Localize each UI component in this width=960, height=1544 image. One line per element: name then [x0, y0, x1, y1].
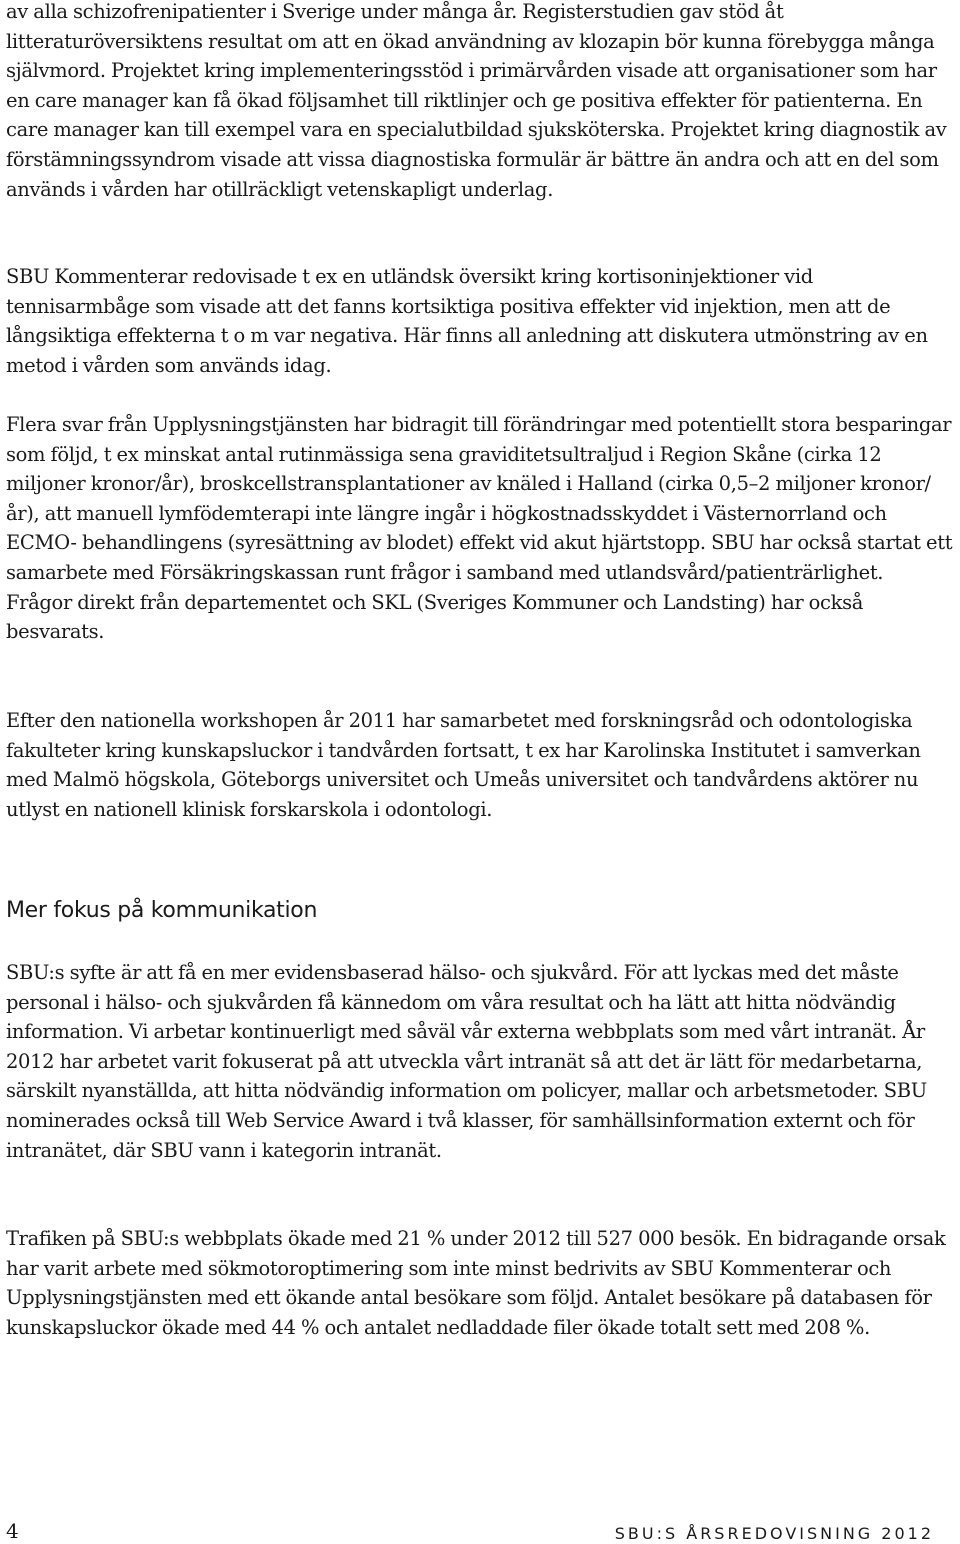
paragraph-sbu-kommenterar: SBU Kommenterar redovisade t ex en utländsk översikt kring kortisoninjektioner vid tennisarmbåge som visade att det fanns kortsiktiga positiva effekter vid injektion, men att de långsiktiga effekterna t o m var negativa. Här finns all anledning att diskutera utmönstring av en metod i vården som används idag. — [6, 265, 928, 377]
section-heading: Mer fokus på kommunikation — [6, 898, 318, 923]
paragraph-workshop: Efter den nationella workshopen år 2011 har samarbetet med forskningsråd och odontologiska fakulteter kring kunskapsluckor i tandvården fortsatt, t ex har Karolinska Institutet i samverkan med Malmö högskola, Göteborgs universitet och Umeås universitet och tandvårdens aktörer nu utlyst en nationell klinisk forskarskola i odontologi. — [6, 709, 921, 821]
paragraph-webbtrafik: Trafiken på SBU:s webbplats ökade med 21 % under 2012 till 527 000 besök. En bidragande orsak har varit arbete med sökmotoroptimering som inte minst bedrivits av SBU Kommenterar och Upplysningstjänsten med ett ökande antal besökare som följd. Antalet besökare på databasen för kunskapsluckor ökade med 44 % och antalet nedladdade filer ökade totalt sett med 208 %. — [6, 1227, 946, 1339]
paragraph-schizophrenia-projects: av alla schizofrenipatienter i Sverige under många år. Registerstudien gav stöd åt litteraturöversiktens resultat om att en ökad användning av klozapin bör kunna förebygga många självmord. Projektet kring implementeringsstöd i primärvården visade att organisationer som har en care manager kan få ökad följsamhet till riktlinjer och ge positiva effekter för patienterna. En care manager kan till exempel vara en specialutbildad sjuksköterska. Projektet kring diagnostik av förstämningssyndrom visade att vissa diagnostiska formulär är bättre än andra och att en del som används i vården har otillräckligt vetenskapligt underlag. — [6, 0, 947, 201]
footer-title: SBU:S ÅRSREDOVISNING 2012 — [614, 1524, 934, 1543]
paragraph-upplysningstjansten: Flera svar från Upplysningstjänsten har bidragit till förändringar med potentiellt stora besparingar som följd, t ex minskat antal rutinmässiga sena graviditetsultraljud i Region Skåne (cirka 12 miljoner kronor/år), broskcellstransplantationer av knäled i Halland (cirka 0,5–2 miljoner kronor/år), att manuell lymfödemterapi inte längre ingår i högkostnadsskyddet i Västernorrland och ECMO- behandlingens (syresättning av blodet) effekt vid akut hjärtstopp. SBU har också startat ett samarbete med Försäkringskassan runt frågor i samband med utlandsvård/patienträrlighet. Frågor direkt från departementet och SKL (Sveriges Kommuner och Landsting) har också besvarats. — [6, 413, 953, 644]
paragraph-sbu-syfte: SBU:s syfte är att få en mer evidensbaserad hälso- och sjukvård. För att lyckas med det måste personal i hälso- och sjukvården få kännedom om våra resultat och ha lätt att hitta nödvändig information. Vi arbetar kontinuerligt med såväl vår externa webbplats som med vårt intranät. År 2012 har arbetet varit fokuserat på att utveckla vårt intranät så att det är lätt för medarbetarna, särskilt nyanställda, att hitta nödvändig information om policyer, mallar och arbetsmetoder. SBU nominerades också till Web Service Award i två klasser, för samhällsinformation externt och för intranätet, där SBU vann i kategorin intranät. — [6, 961, 927, 1162]
page-number: 4 — [6, 1519, 19, 1543]
